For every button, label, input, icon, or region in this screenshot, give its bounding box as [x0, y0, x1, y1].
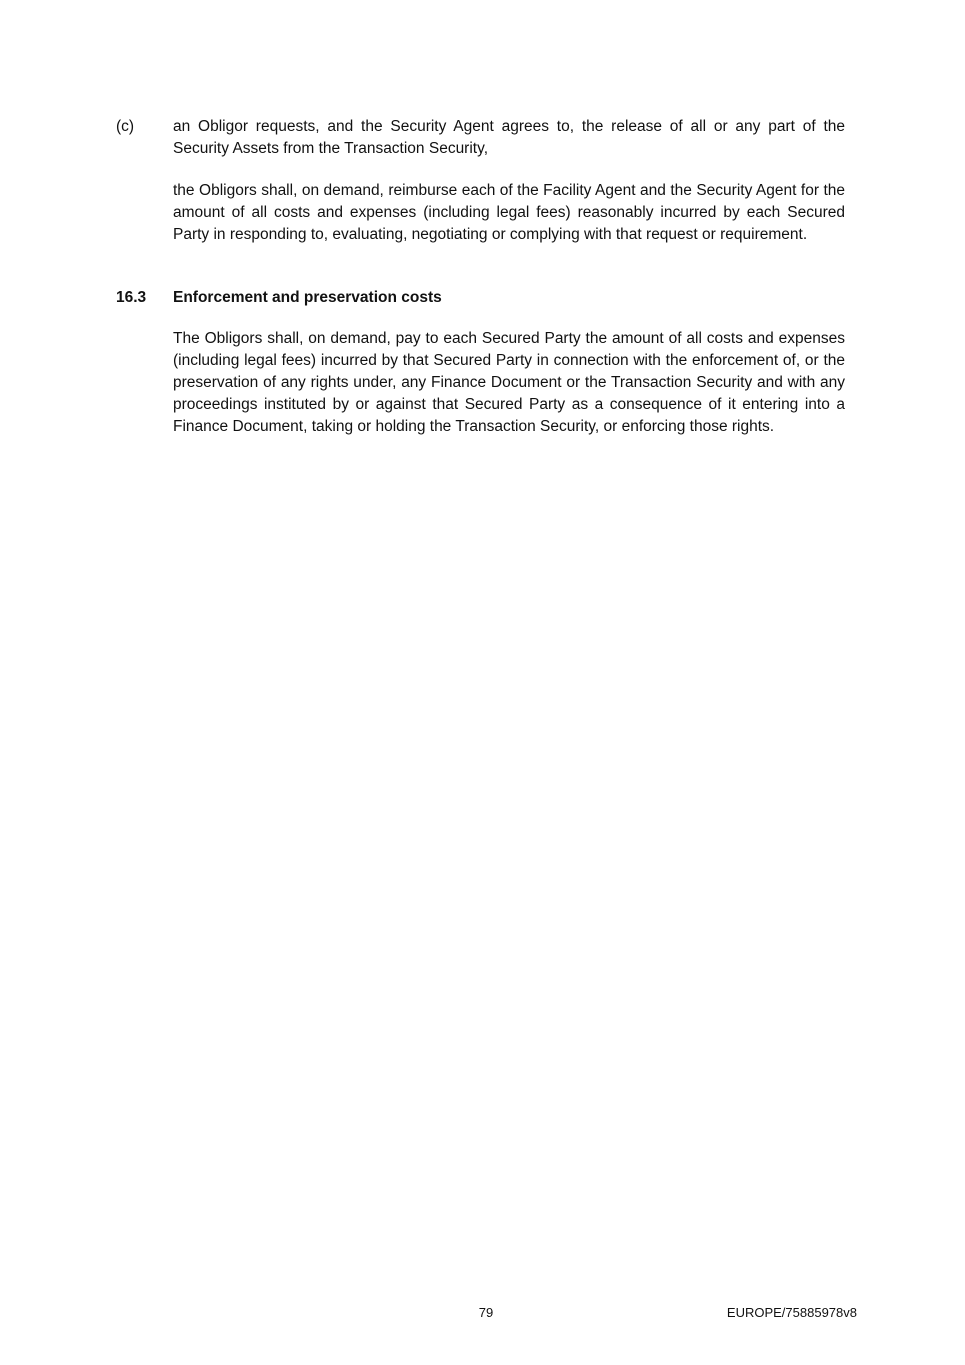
- section-title: Enforcement and preservation costs: [173, 289, 442, 306]
- reimbursement-paragraph: the Obligors shall, on demand, reimburse each of the Facility Agent and the Security Agent for the amount of all costs and expenses (including legal fees) reasonably incurred by each Secured Party in responding to, evaluating, negotiating or complying with that request or requirement.: [173, 182, 845, 243]
- page-number: 79: [478, 1305, 494, 1320]
- clause-c-text: an Obligor requests, and the Security Agent agrees to, the release of all or any part of the Security Assets from the Transaction Security,: [173, 118, 845, 157]
- section-number: 16.3: [116, 289, 147, 306]
- section-body: The Obligors shall, on demand, pay to each Secured Party the amount of all costs and expenses (including legal fees) incurred by that Secured Party in connection with the enforcement of, or the preservation of any rights under, any Finance Document or the Transaction Security and with any proceedings instituted by or against that Secured Party as a consequence of it entering into a Finance Document, taking or holding the Transaction Security, or enforcing those rights.: [173, 330, 845, 435]
- document-reference: EUROPE/75885978v8: [726, 1305, 857, 1320]
- clause-c-label: (c): [116, 118, 135, 135]
